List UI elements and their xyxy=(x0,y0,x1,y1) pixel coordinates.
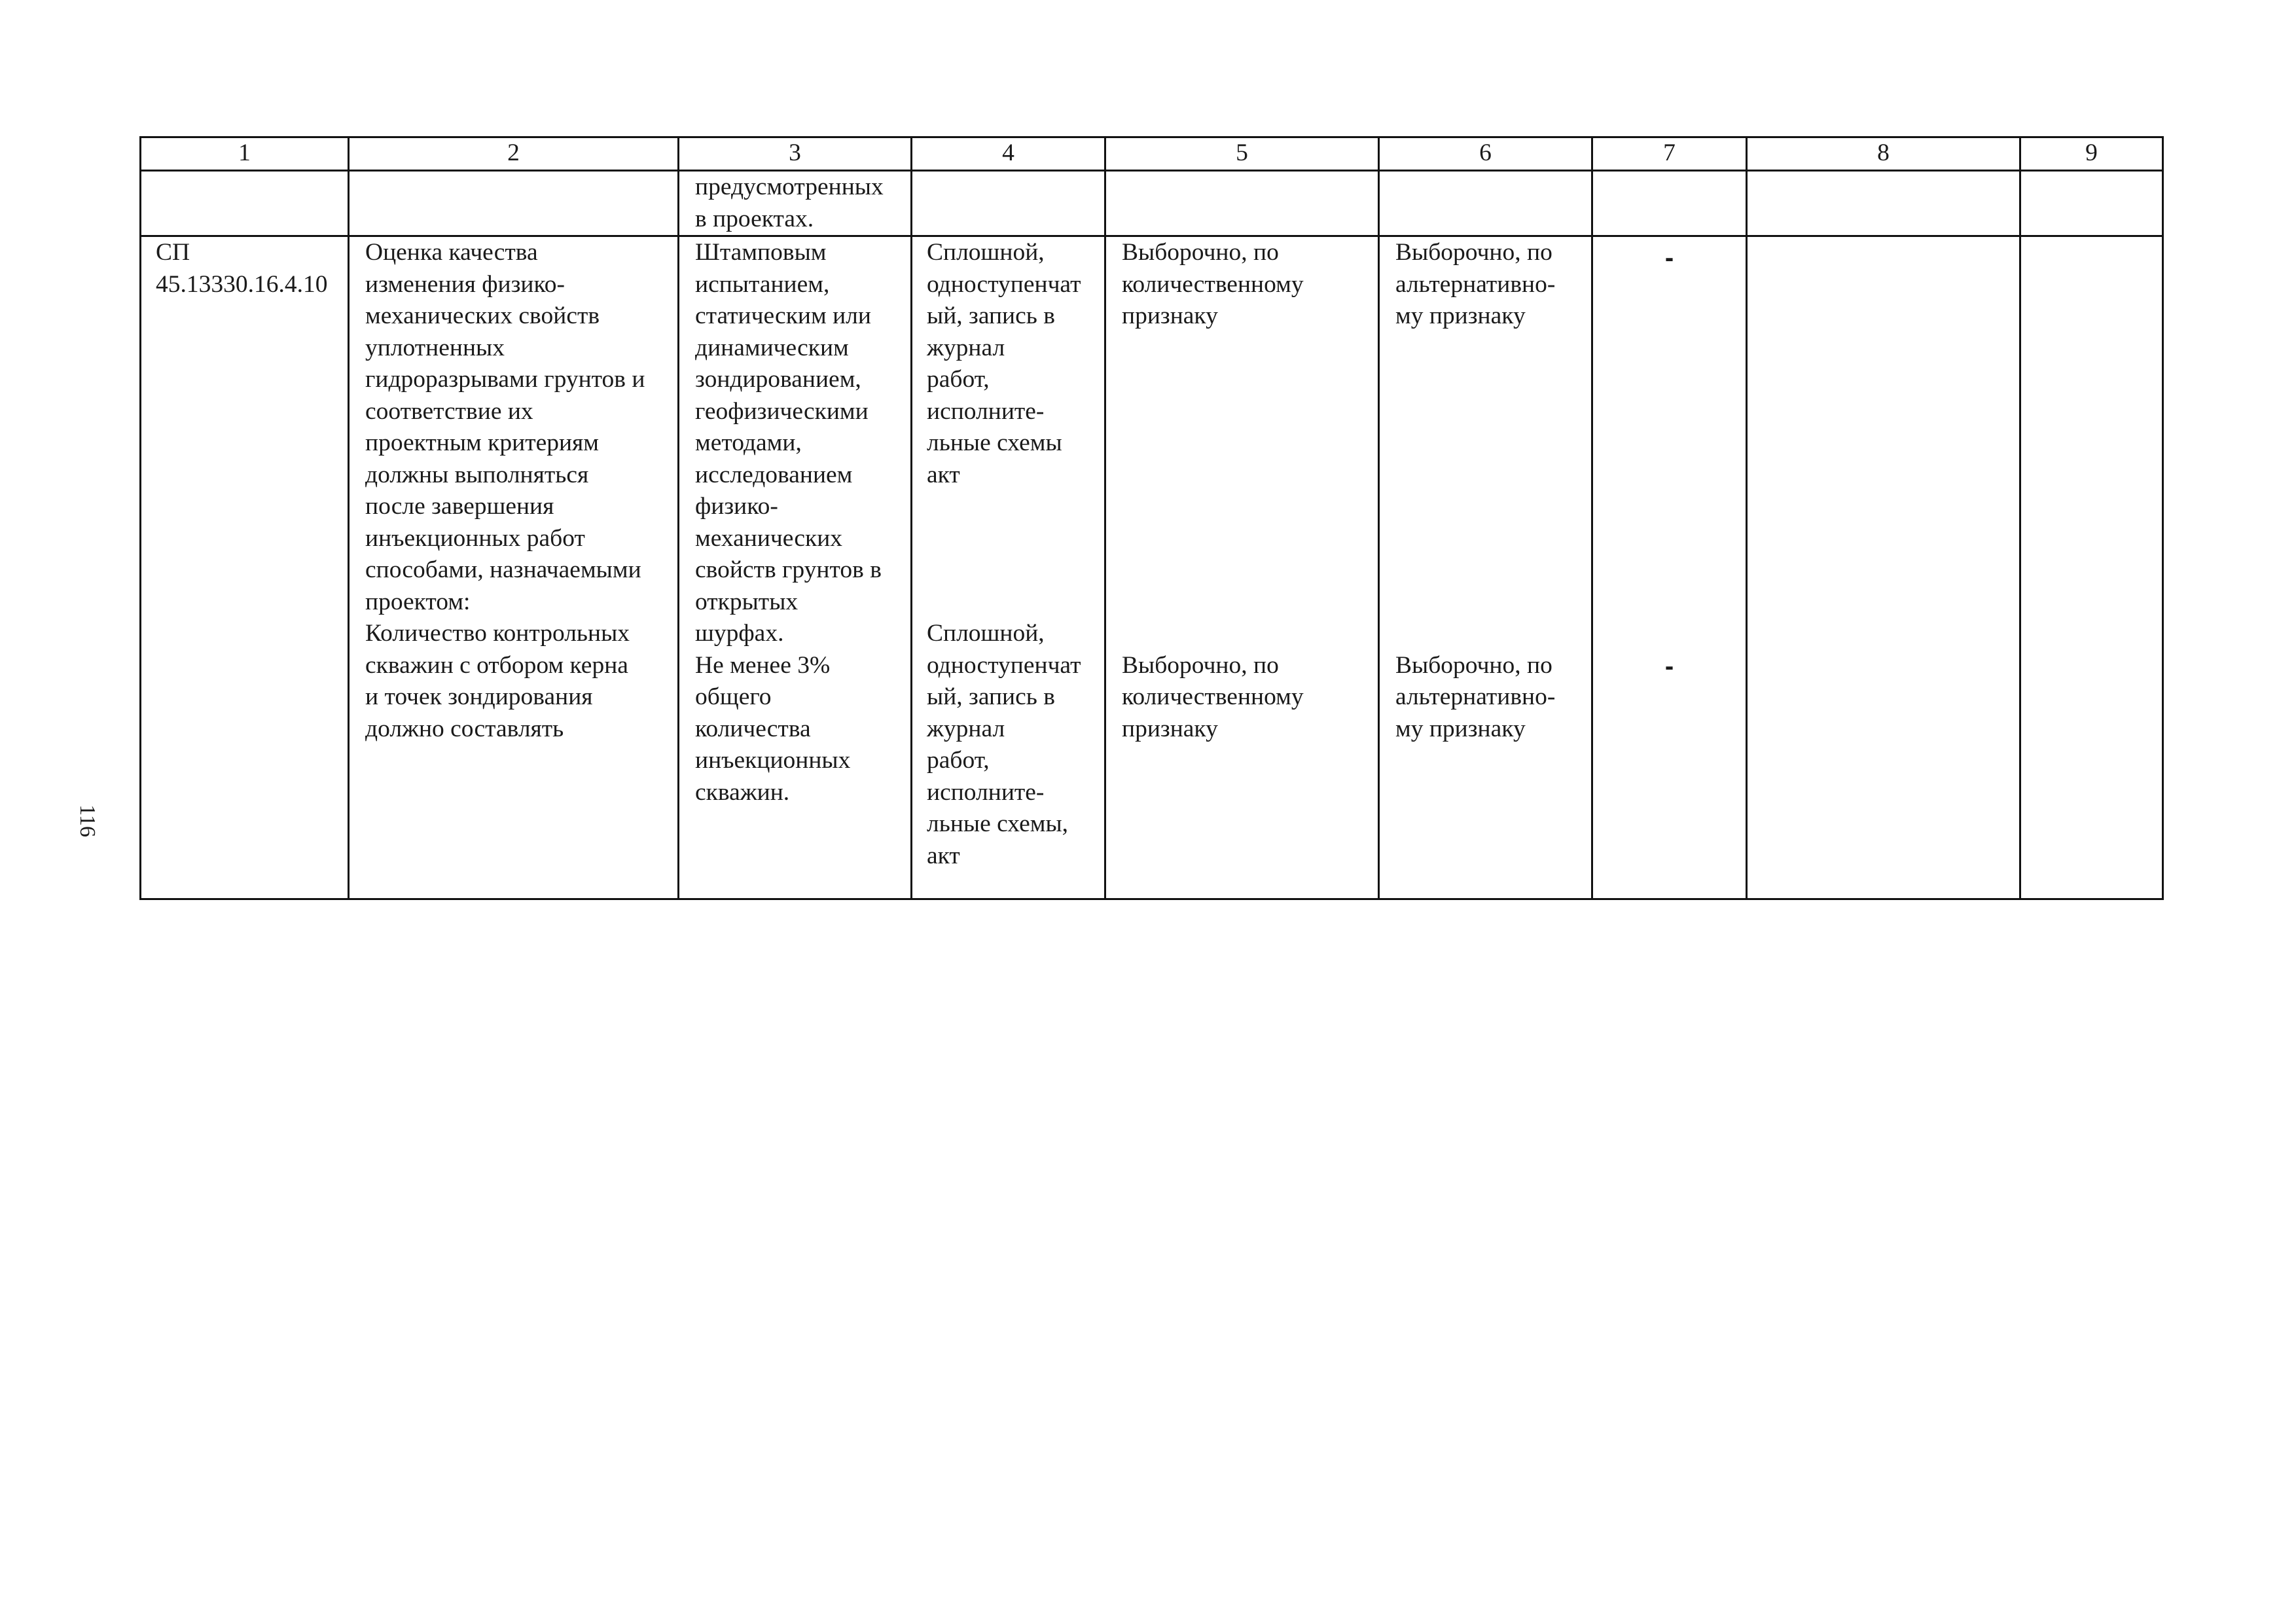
cell-sampling-alternative xyxy=(1379,236,1592,899)
inspection-table xyxy=(139,136,2164,900)
cell-requirements xyxy=(349,236,679,899)
column-number-5: 5 xyxy=(1105,137,1379,171)
control-type-second: Сплошной, одноступенчат ый, запись в журнал работ, исполните- льные схемы, акт xyxy=(927,620,1081,869)
dash-second: - xyxy=(1664,652,1674,681)
sampling-alternative-first: Выборочно, по альтернативно- му признаку xyxy=(1395,239,1556,329)
cell-empty xyxy=(912,171,1105,236)
cell-empty xyxy=(349,171,679,236)
cell-empty xyxy=(141,171,349,236)
page-number: 116 xyxy=(75,804,99,837)
requirement-control-wells: Количество контрольных скважин с отбором керна и точек зондирования должно составлять xyxy=(365,620,630,742)
control-type-first: Сплошной, одноступенчат ый, запись в журнал работ, исполните- льные схемы акт xyxy=(927,239,1081,488)
cell-empty xyxy=(1105,171,1379,236)
method-testing: Штамповым испытанием, статическим или динамическим зондированием, геофизическими методами, исследованием физико- механических свойств грунтов в открытых шурфах. xyxy=(695,239,882,647)
dash-first: - xyxy=(1664,244,1674,272)
cell-control-methods xyxy=(679,236,912,899)
table-row-main xyxy=(141,236,2163,899)
cell-empty xyxy=(1379,171,1592,236)
cell-method-continuation: предусмотренных в проектах. xyxy=(679,171,912,236)
method-well-count: Не менее 3% общего количества инъекционных скважин. xyxy=(695,651,851,806)
column-number-6: 6 xyxy=(1379,137,1592,171)
column-number-3: 3 xyxy=(679,137,912,171)
regulation-reference: СП 45.13330.16.4.10 xyxy=(156,239,328,298)
cell-empty xyxy=(1592,171,1747,236)
column-number-8: 8 xyxy=(1747,137,2020,171)
column-number-2: 2 xyxy=(349,137,679,171)
requirement-quality-assessment: Оценка качества изменения физико- механических свойств уплотненных гидроразрывами грунтов и соответствие их проектным критериям должны выполняться после завершения инъекционных работ способами, назначаемыми проектом: xyxy=(365,239,645,615)
column-number-9: 9 xyxy=(2020,137,2163,171)
column-number-7: 7 xyxy=(1592,137,1747,171)
sampling-quantitative-second: Выборочно, по количественному признаку xyxy=(1122,651,1304,742)
column-number-1: 1 xyxy=(141,137,349,171)
cell-sampling-quantitative xyxy=(1105,236,1379,899)
table-header-row xyxy=(141,137,2163,171)
column-number-4: 4 xyxy=(912,137,1105,171)
cell-empty xyxy=(1747,171,2020,236)
sampling-quantitative-first: Выборочно, по количественному признаку xyxy=(1122,239,1304,329)
cell-empty xyxy=(1747,236,2020,899)
sampling-alternative-second: Выборочно, по альтернативно- му признаку xyxy=(1395,651,1556,742)
cell-regulation-reference xyxy=(141,236,349,899)
table-row-continuation xyxy=(141,171,2163,236)
cell-column-7 xyxy=(1592,236,1747,899)
cell-empty xyxy=(2020,236,2163,899)
cell-control-type xyxy=(912,236,1105,899)
cell-empty xyxy=(2020,171,2163,236)
